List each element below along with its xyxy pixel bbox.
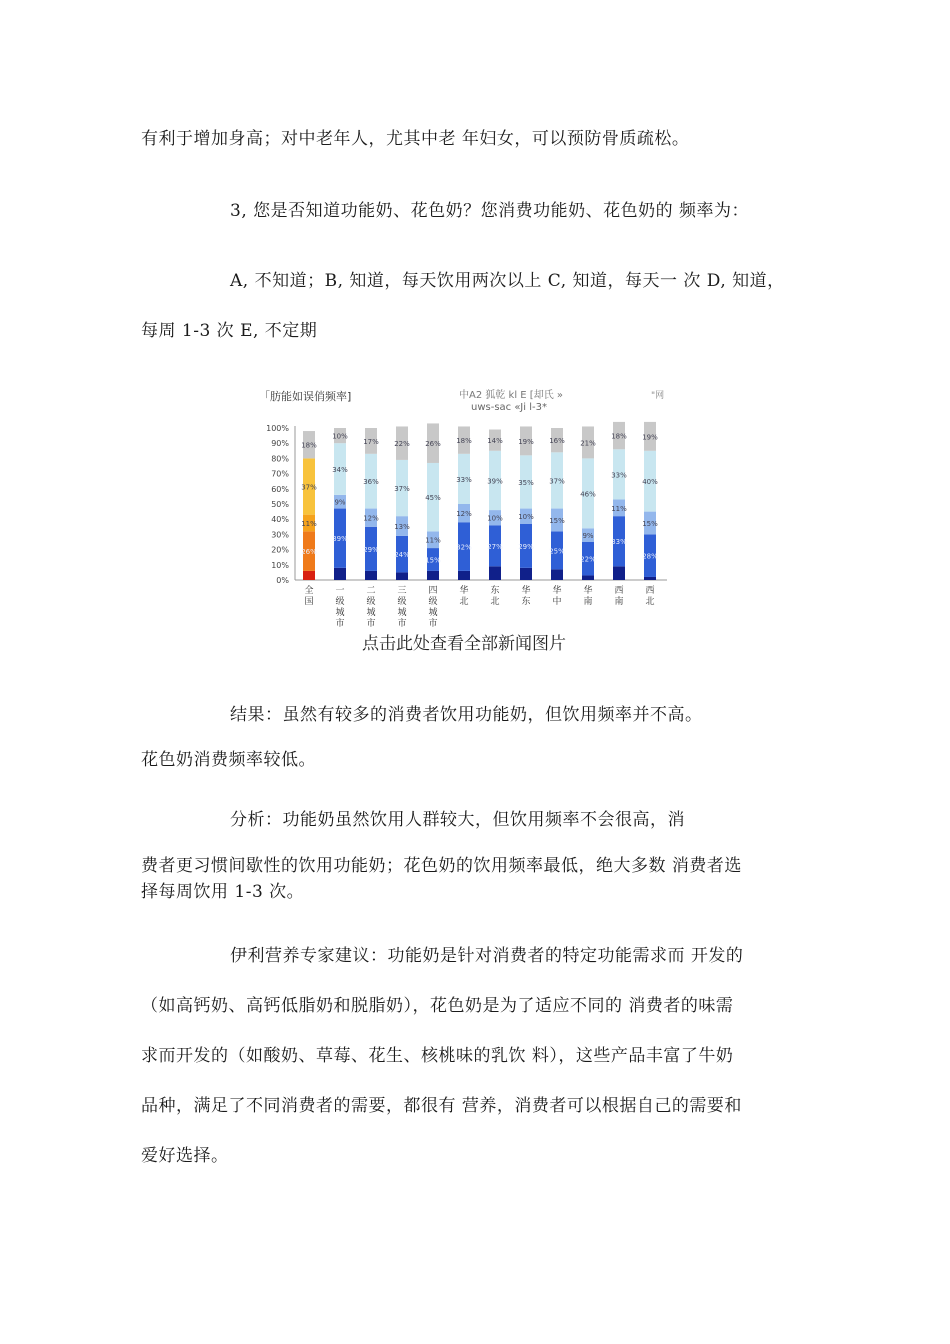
y-tick-label: 0% — [276, 576, 289, 585]
bar-segment — [365, 571, 377, 580]
category-label: 东 — [490, 586, 500, 596]
bar-segment — [334, 568, 346, 580]
category-label: 华 — [521, 586, 531, 596]
paragraph-5-line-2: 费者更习惯间歇性的饮用功能奶；花色奶的饮用频率最低，绝大多数 消费者选 — [141, 856, 742, 876]
segment-label: 28% — [642, 552, 658, 561]
bar-segment — [551, 569, 563, 580]
segment-label: 10% — [487, 514, 503, 523]
paragraph-6-line-5: 爱好选择。 — [141, 1146, 229, 1166]
segment-label: 26% — [425, 440, 441, 449]
y-tick-label: 50% — [271, 500, 289, 509]
category-label: 城 — [428, 608, 438, 618]
category-label: 中 — [552, 597, 562, 607]
y-tick-label: 80% — [271, 454, 289, 464]
segment-label: 18% — [611, 432, 627, 441]
chart-title: 「肪能如误俏频率] — [259, 390, 352, 403]
segment-label: 18% — [456, 437, 472, 446]
segment-label: 13% — [394, 523, 410, 532]
segment-label: 16% — [549, 437, 565, 446]
category-label: 市 — [366, 619, 376, 629]
segment-label: 15% — [425, 556, 441, 565]
paragraph-6-line-4: 品种，满足了不同消费者的需要，都很有 营养，消费者可以根据自己的需要和 — [141, 1096, 742, 1116]
segment-label: 21% — [580, 439, 596, 448]
segment-label: 14% — [487, 437, 503, 446]
bar-segment — [644, 577, 656, 580]
segment-label: 15% — [549, 516, 565, 525]
category-label: 城 — [366, 608, 376, 618]
segment-label: 35% — [518, 478, 534, 487]
bar-segment — [613, 566, 625, 580]
frequency-chart — [253, 380, 673, 632]
category-label: 北 — [645, 597, 655, 607]
paragraph-3-line-2: 每周 1-3 次 E, 不定期 — [141, 321, 318, 341]
category-label: 市 — [397, 619, 407, 629]
segment-label: 46% — [580, 490, 596, 499]
segment-label: 19% — [518, 437, 534, 446]
bar-segment — [520, 568, 532, 580]
category-label: 一 — [335, 586, 345, 596]
segment-label: 29% — [363, 545, 379, 554]
paragraph-6-line-2: （如高钙奶、高钙低脂奶和脱脂奶），花色奶是为了适应不同的 消费者的味需 — [141, 996, 734, 1016]
segment-label: 9% — [582, 532, 594, 541]
category-label: 华 — [552, 586, 562, 596]
segment-label: 36% — [363, 478, 379, 487]
segment-label: 19% — [642, 433, 658, 442]
y-tick-label: 60% — [271, 484, 289, 494]
paragraph-6-line-3: 求而开发的（如酸奶、草莓、花生、核桃味的乳饮 料），这些产品丰富了牛奶 — [141, 1046, 734, 1066]
segment-label: 33% — [611, 471, 627, 480]
y-tick-label: 20% — [271, 545, 289, 555]
category-label: 城 — [335, 608, 345, 618]
segment-label: 34% — [332, 466, 348, 475]
legend-text: 中A2 狐乾 kl E [却氏 » — [459, 390, 564, 401]
bar-segment — [489, 566, 501, 580]
category-label: 级 — [397, 597, 407, 607]
y-tick-label: 100% — [266, 424, 289, 433]
segment-label: 40% — [642, 478, 658, 487]
segment-label: 22% — [394, 440, 410, 449]
y-tick-label: 70% — [271, 469, 289, 479]
paragraph-6-line-1: 伊利营养专家建议：功能奶是针对消费者的特定功能需求而 开发的 — [230, 946, 744, 966]
segment-label: 27% — [487, 542, 503, 551]
y-tick-label: 40% — [271, 515, 289, 525]
legend-text: "网 — [651, 391, 665, 401]
segment-label: 45% — [425, 494, 441, 503]
bar-segment — [458, 571, 470, 580]
paragraph-5-line-1: 分析：功能奶虽然饮用人群较大，但饮用频率不会很高，消 — [230, 810, 685, 830]
segment-label: 11% — [425, 536, 441, 545]
paragraph-5-line-3: 择每周饮用 1-3 次。 — [141, 882, 305, 902]
segment-label: 39% — [332, 535, 348, 544]
category-label: 市 — [428, 619, 438, 629]
category-label: 西 — [645, 586, 655, 596]
y-tick-label: 30% — [271, 530, 289, 540]
category-label: 级 — [428, 597, 438, 607]
paragraph-2-line-1: 3, 您是否知道功能奶、花色奶？您消费功能奶、花色奶的 频率为： — [230, 201, 750, 221]
category-label: 市 — [335, 619, 345, 629]
segment-label: 22% — [580, 555, 596, 564]
segment-label: 11% — [301, 520, 317, 528]
y-tick-label: 10% — [271, 560, 289, 570]
category-label: 全 — [304, 586, 314, 596]
category-label: 南 — [614, 597, 624, 607]
paragraph-1-line-1: 有利于增加身高；对中老年人，尤其中老 年妇女，可以预防骨质疏松。 — [141, 129, 690, 149]
category-label: 级 — [366, 597, 376, 607]
figure-caption[interactable]: 点击此处查看全部新闻图片 — [362, 634, 566, 654]
segment-label: 12% — [363, 514, 379, 523]
segment-label: 10% — [332, 432, 348, 441]
segment-label: 9% — [334, 498, 346, 507]
segment-label: 37% — [301, 483, 317, 492]
category-label: 四 — [428, 586, 438, 596]
paragraph-4-line-2: 花色奶消费频率较低。 — [141, 750, 316, 770]
segment-label: 26% — [301, 548, 317, 557]
category-label: 二 — [366, 586, 376, 596]
y-tick-label: 90% — [271, 439, 289, 449]
category-label: 三 — [397, 586, 407, 596]
category-label: 级 — [335, 597, 345, 607]
legend-text: uws-sac «Ji l-3* — [471, 402, 547, 413]
segment-label: 29% — [518, 542, 534, 551]
segment-label: 12% — [456, 510, 472, 519]
segment-label: 15% — [642, 520, 658, 528]
bar-segment — [582, 575, 594, 580]
paragraph-4-line-1: 结果：虽然有较多的消费者饮用功能奶，但饮用频率并不高。 — [230, 705, 703, 725]
segment-label: 37% — [549, 477, 565, 486]
category-label: 国 — [304, 597, 314, 607]
paragraph-3-line-1: A, 不知道；B, 知道，每天饮用两次以上 C, 知道，每天一 次 D, 知道， — [230, 271, 785, 291]
category-label: 北 — [459, 597, 469, 607]
category-label: 东 — [521, 597, 531, 607]
category-label: 南 — [583, 597, 593, 607]
category-label: 华 — [583, 586, 593, 596]
segment-label: 11% — [611, 504, 627, 513]
segment-label: 25% — [549, 547, 565, 556]
segment-label: 37% — [394, 485, 410, 494]
bar-segment — [427, 571, 439, 580]
bar-segment — [396, 572, 408, 580]
segment-label: 39% — [487, 477, 503, 486]
segment-label: 24% — [394, 551, 410, 560]
segment-label: 33% — [456, 475, 472, 484]
category-label: 城 — [397, 608, 407, 618]
category-label: 西 — [614, 586, 624, 596]
bar-segment — [303, 571, 315, 580]
segment-label: 33% — [611, 538, 627, 547]
category-label: 北 — [490, 597, 500, 607]
segment-label: 17% — [363, 437, 379, 446]
segment-label: 32% — [456, 543, 472, 552]
category-label: 华 — [459, 586, 469, 596]
segment-label: 18% — [301, 441, 317, 450]
segment-label: 10% — [518, 513, 534, 522]
